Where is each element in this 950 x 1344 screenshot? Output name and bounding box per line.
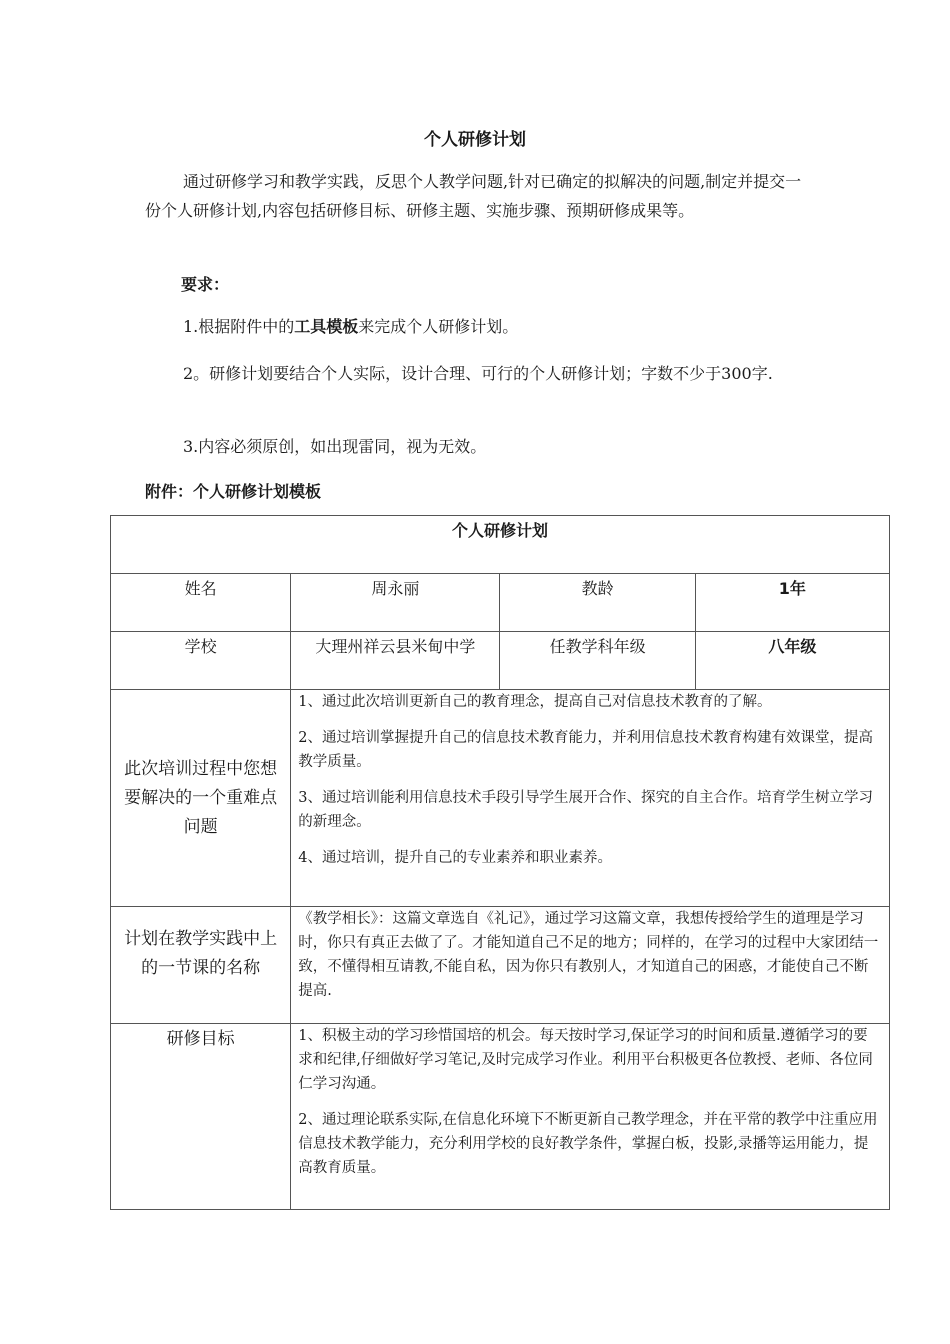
school-label: 学校: [111, 632, 291, 690]
problem-item: 3、通过培训能利用信息技术手段引导学生展开合作、探究的自主合作。培育学生树立学习的新理念。: [298, 790, 873, 830]
requirement-item-1-text-end: 来完成个人研修计划。: [358, 317, 519, 336]
plan-form-table: [110, 515, 890, 1210]
subject-grade-value: 八年级: [695, 632, 889, 690]
name-value: 周永丽: [291, 574, 500, 632]
requirement-item-3: 3.内容必须原创，如出现雷同，视为无效。: [183, 437, 487, 456]
goal-item: 2、通过理论联系实际,在信息化环境下不断更新自己教学理念，并在平常的教学中注重应用信息技术教学能力，充分利用学校的良好教学条件，掌握白板，投影,录播等运用能力，提高教育质量。: [298, 1112, 878, 1176]
name-label: 姓名: [111, 574, 291, 632]
school-value: 大理州祥云县米甸中学: [291, 632, 500, 690]
requirements-heading: 要求：: [181, 275, 230, 294]
requirement-item-2: 2。研修计划要结合个人实际，设计合理、可行的个人研修计划；字数不少于300字.: [183, 364, 773, 383]
requirement-item-1-text: 1.根据附件中的: [183, 317, 295, 336]
goal-item: 1、积极主动的学习珍惜国培的机会。每天按时学习,保证学习的时间和质量.遵循学习的要求和纪律,仔细做好学习笔记,及时完成学习作业。利用平台积极更各位教授、老师、各位同仁学习沟通。: [298, 1028, 873, 1092]
form-row-lesson: [111, 907, 890, 1024]
form-header-row: [111, 516, 890, 574]
form-row-name: [111, 574, 890, 632]
form-row-school: [111, 632, 890, 690]
problem-label: 此次培训过程中您想要解决的一个重难点问题: [111, 690, 291, 907]
document-title: 个人研修计划: [424, 130, 526, 150]
form-row-goal: [111, 1024, 890, 1210]
problem-item: 4、通过培训，提升自己的专业素养和职业素养。: [298, 850, 612, 866]
subject-grade-label: 任教学科年级: [500, 632, 695, 690]
lesson-label: 计划在教学实践中上的一节课的名称: [111, 907, 291, 1024]
teaching-age-value: 1年: [695, 574, 889, 632]
form-header: 个人研修计划: [111, 516, 890, 574]
form-row-problem: [111, 690, 890, 907]
requirement-item-1-bold: 工具模板: [294, 317, 359, 336]
requirement-item-1: [145, 312, 815, 341]
problem-item: 1、通过此次培训更新自己的教育理念，提高自己对信息技术教育的了解。: [298, 694, 772, 710]
problem-item: 2、通过培训掌握提升自己的信息技术教育能力，并利用信息技术教育构建有效课堂，提高教学质量。: [298, 730, 873, 770]
teaching-age-label: 教龄: [500, 574, 695, 632]
intro-paragraph: 通过研修学习和教学实践，反思个人教学问题,针对已确定的拟解决的问题,制定并提交一份个人研修计划,内容包括研修目标、研修主题、实施步骤、预期研修成果等。: [145, 172, 802, 220]
problem-content: [291, 690, 890, 907]
lesson-content: 《教学相长》：这篇文章选自《礼记》，通过学习这篇文章，我想传授给学生的道理是学习时，你只有真正去做了了。才能知道自己不足的地方；同样的，在学习的过程中大家团结一致，不懂得相互请教,不能自私，因为你只有教别人，才知道自己的困惑，才能使自己不断提高.: [291, 907, 890, 1024]
goal-label: 研修目标: [111, 1024, 291, 1210]
appendix-title: 附件：个人研修计划模板: [145, 482, 322, 501]
goal-content: [291, 1024, 890, 1210]
